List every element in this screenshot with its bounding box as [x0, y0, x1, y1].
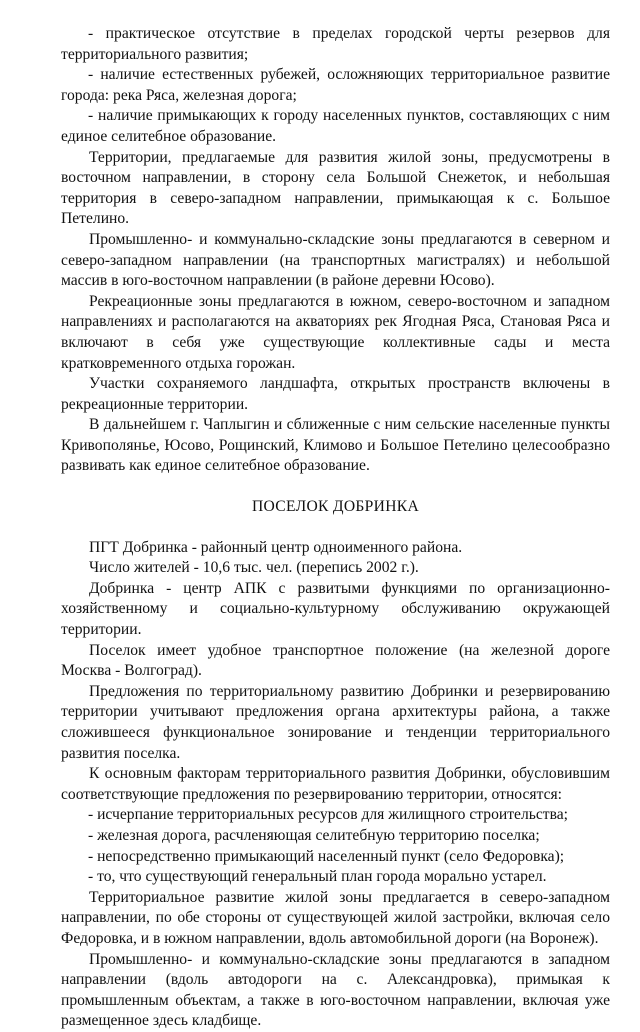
- paragraph: Добринка - центр АПК с развитыми функциями по организационно-хозяйственному и социально-культурному обслуживанию окружающей территории.: [61, 579, 610, 639]
- paragraph: Участки сохраняемого ландшафта, открытых пространств включены в рекреационные территории.: [61, 375, 610, 413]
- list-item: - наличие примыкающих к городу населенных пунктов, составляющих с ним единое селитебное образование.: [61, 107, 610, 145]
- list-item: - исчерпание территориальных ресурсов для жилищного строительства;: [88, 806, 568, 824]
- list-item: - наличие естественных рубежей, осложняющих территориальное развитие города: река Ряса, железная дорога;: [61, 66, 610, 104]
- paragraph: ПГТ Добринка - районный центр одноименного района.: [89, 538, 463, 556]
- paragraph: Территориальное развитие жилой зоны предлагается в северо-западном направлении, по обе стороны от существующей жилой застройки, включая село Федоровка, и в южном направлении, вдоль автомобильной дороги (на Воронеж).: [61, 888, 610, 947]
- list-item: - то, что существующий генеральный план города морально устарел.: [88, 868, 547, 886]
- paragraph: Территории, предлагаемые для развития жилой зоны, предусмотрены в восточном направлении, в сторону села Большой Снежеток, и небольшая территория в северо-западном направлении, примыкающая к с. Большое Петелино.: [61, 148, 610, 228]
- list-item: - практическое отсутствие в пределах городской черты резервов для территориального развития;: [61, 25, 610, 63]
- list-item: - железная дорога, расчленяющая селитебную территорию поселка;: [88, 826, 540, 844]
- paragraph: В дальнейшем г. Чаплыгин и сближенные с ним сельские населенные пункты Кривополянье, Юсово, Рощинский, Климово и Большое Петелино целесообразно развивать как единое селитебное образование.: [61, 416, 610, 475]
- section-heading: ПОСЕЛОК ДОБРИНКА: [251, 498, 420, 516]
- paragraph: Промышленно- и коммунально-складские зоны предлагаются в западном направлении (вдоль автодороги на с. Александровка), примыкая к промышленным объектам, а также в юго-восточном направлении, включая уже размещенное здесь кладбище.: [61, 950, 610, 1030]
- paragraph: К основным факторам территориального развития Добринки, обусловившим соответствующие предложения по резервированию территории, относятся:: [61, 765, 610, 803]
- paragraph: Поселок имеет удобное транспортное положение (на железной дороге Москва - Волгоград).: [61, 641, 610, 680]
- paragraph: Рекреационные зоны предлагаются в южном, северо-восточном и западном направлениях и располагаются на акваториях рек Ягодная Ряса, Становая Ряса и включают в себя уже существующие коллективные сады и места кратковременного отдыха горожан.: [61, 292, 610, 372]
- paragraph: Промышленно- и коммунально-складские зоны предлагаются в северном и северо-западном направлении (на транспортных магистралях) и небольшой массив в юго-восточном направлении (в районе деревни Юсово).: [61, 230, 610, 290]
- paragraph: Предложения по территориальному развитию Добринки и резервированию территории учитывают предложения органа архитектуры района, а также сложившееся функциональное зонирование и тенденции территориального развития поселка.: [61, 682, 610, 762]
- paragraph: Число жителей - 10,6 тыс. чел. (перепись 2002 г.).: [89, 559, 419, 577]
- list-item: - непосредственно примыкающий населенный пункт (село Федоровка);: [88, 847, 565, 865]
